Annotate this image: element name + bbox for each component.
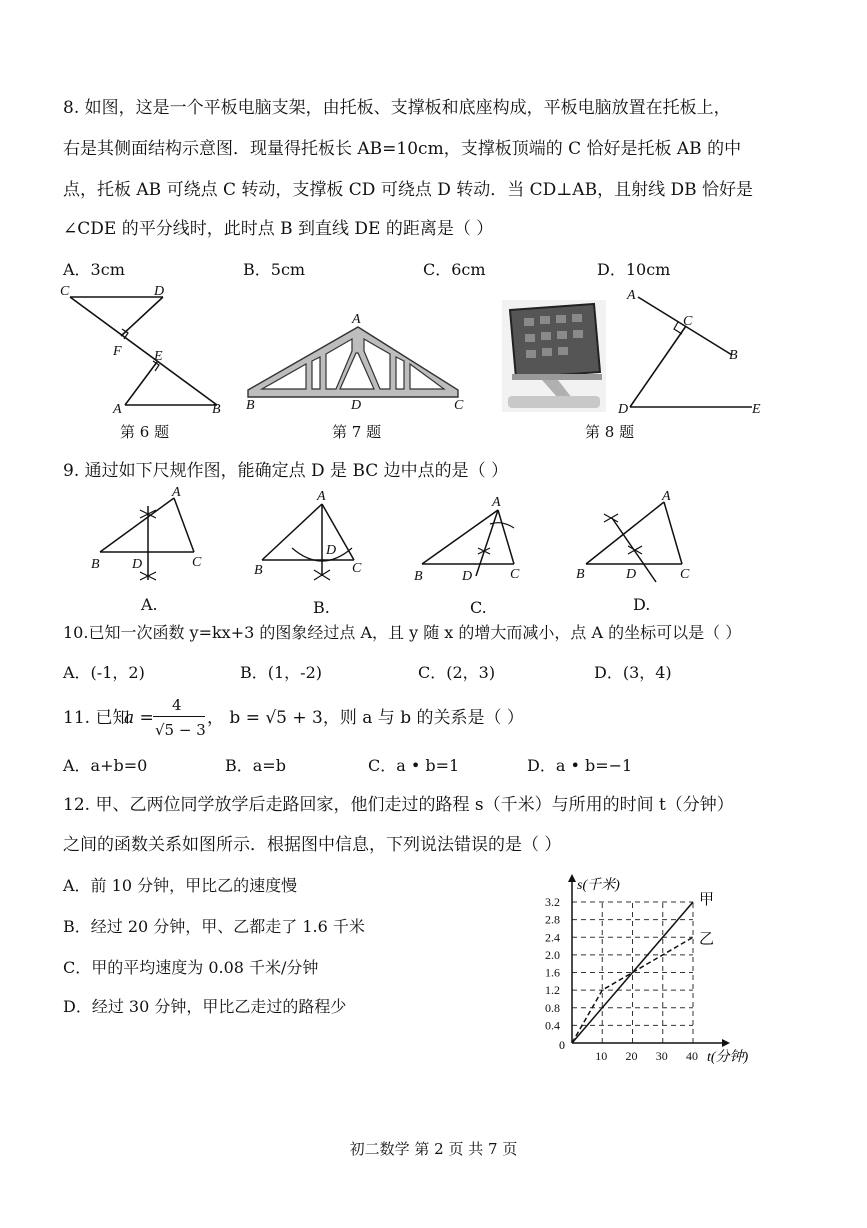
chart-y-tick-label: 2.0 [545,947,560,962]
fig8-label-a: A [627,288,636,303]
q9a-label-d: D [132,557,143,572]
chart-y-tick-label: 2.4 [545,930,560,945]
page-footer: 初二数学 第 2 页 共 7 页 [349,1140,518,1158]
q9-option-c: C. [470,598,487,617]
figure-6 [55,283,235,418]
q9a-label-c: C [192,555,202,570]
q12-distance-time-chart [525,868,765,1068]
chart-x-tick-label: 10 [595,1049,608,1063]
q9a-label-a: A [172,485,181,500]
q12-line2: 之间的函数关系如图所示．根据图中信息，下列说法错误的是（ ） [63,835,562,855]
fig6-label-f: F [113,344,122,359]
q9c-label-b: B [414,569,423,584]
figure-7 [240,305,470,415]
q9c-label-c: C [510,567,520,582]
q9a-label-b: B [91,557,100,572]
tablet-stand-photo [502,300,606,412]
q11-option-c: C．a • b=1 [368,756,460,775]
chart-y-tick-label: 1.6 [545,965,560,980]
q8-option-b: B．5cm [243,260,306,279]
q11-option-d: D．a • b=−1 [527,756,633,775]
chart-x-tick-label: 30 [655,1049,668,1063]
fig7-caption: 第 7 题 [332,423,382,441]
q8-line1: 8. 如图，这是一个平板电脑支架，由托板、支撑板和底座构成，平板电脑放置在托板上， [63,98,731,118]
q11-a-equals: a = [124,708,154,728]
q8-line3: 点，托板 AB 可绕点 C 转动，支撑板 CD 可绕点 D 转动．当 CD⊥AB，且射线 DB 恰好是 [63,180,754,200]
fig6-label-c: C [60,284,70,299]
q11-option-a: A．a+b=0 [63,756,148,775]
fig8-label-d: D [618,402,629,417]
q9-option-a: A. [141,595,158,614]
q9c-label-d: D [462,569,473,584]
chart-y-tick-label: 1.2 [545,983,560,998]
chart-series-label: 甲 [699,892,715,908]
q12-option-a: A．前 10 分钟，甲比乙的速度慢 [63,876,298,895]
fig7-label-c: C [454,398,464,413]
q11-fraction-denominator: √5 − 3 [155,721,206,739]
fig7-label-b: B [246,398,255,413]
chart-origin-label: 0 [559,1038,565,1052]
fig6-caption: 第 6 题 [120,423,170,441]
q11-option-b: B．a=b [225,756,286,775]
q12-option-c: C．甲的平均速度为 0.08 千米/分钟 [63,958,319,977]
fig6-label-e: E [154,349,163,364]
q9d-label-b: B [576,567,585,582]
fig7-label-d: D [351,398,362,413]
q10-option-d: D．(3，4) [594,663,672,682]
chart-series-label: 乙 [699,931,715,948]
chart-x-tick-label: 20 [625,1049,638,1063]
q9b-label-a: A [317,489,326,504]
q8-line2: 右是其侧面结构示意图．现量得托板长 AB=10cm，支撑板顶端的 C 恰好是托板 AB 的中 [63,139,742,159]
q8-line4: ∠CDE 的平分线时，此时点 B 到直线 DE 的距离是（ ） [63,219,494,239]
fig8-label-c: C [683,314,693,329]
q9d-label-d: D [626,567,637,582]
q8-option-d: D．10cm [597,260,671,279]
q9b-label-b: B [254,563,263,578]
fig6-label-a: A [113,402,122,417]
fig6-label-d: D [154,284,165,299]
q8-option-a: A．3cm [63,260,125,279]
q9-stem: 9. 通过如下尺规作图，能确定点 D 是 BC 边中点的是（ ） [63,461,509,481]
q9-option-b: B. [313,598,330,617]
q9-option-d: D. [633,595,651,614]
q10-stem: 10.已知一次函数 y=kx+3 的图象经过点 A，且 y 随 x 的增大而减小，点 A 的坐标可以是（ ） [63,623,742,642]
q9d-label-a: A [662,489,671,504]
q11-prefix: 11. 已知 [63,708,130,728]
chart-y-tick-label: 0.8 [545,1000,560,1015]
q9b-label-c: C [352,561,362,576]
q11-fraction-bar [153,716,205,717]
q12-option-b: B．经过 20 分钟，甲、乙都走了 1.6 千米 [63,917,365,936]
q9-figure-c [410,488,540,590]
figure-8-schematic [612,283,772,418]
q9b-label-d: D [326,543,337,558]
chart-y-axis-label: s(千米) [577,878,620,893]
fig8-caption: 第 8 题 [585,423,635,441]
q9-figure-b [250,484,380,590]
q10-option-c: C．(2，3) [418,663,496,682]
q11-b-part: ， b = √5 + 3，则 a 与 b 的关系是（ ） [207,708,524,728]
fig7-label-a: A [352,312,361,327]
fig6-label-b: B [212,402,221,417]
q11-fraction-numerator: 4 [172,696,182,714]
q9-figure-a [88,484,218,590]
q10-option-a: A．(-1，2) [63,663,145,682]
fig8-label-b: B [729,348,738,363]
q9-figure-d [572,488,702,590]
q9c-label-a: A [492,495,501,510]
fig8-label-e: E [752,402,761,417]
chart-y-tick-label: 3.2 [545,895,560,909]
chart-y-tick-label: 0.4 [545,1018,560,1033]
q10-option-b: B．(1，-2) [240,663,323,682]
chart-y-tick-label: 2.8 [545,912,560,927]
q12-option-d: D．经过 30 分钟，甲比乙走过的路程少 [63,997,347,1016]
q8-option-c: C．6cm [423,260,486,279]
chart-x-tick-label: 40 [686,1049,698,1063]
q9d-label-c: C [680,567,690,582]
chart-x-axis-label: t(分钟) [707,1050,749,1065]
q12-line1: 12. 甲、乙两位同学放学后走路回家，他们走过的路程 s（千米）与所用的时间 t（分钟） [63,795,734,815]
